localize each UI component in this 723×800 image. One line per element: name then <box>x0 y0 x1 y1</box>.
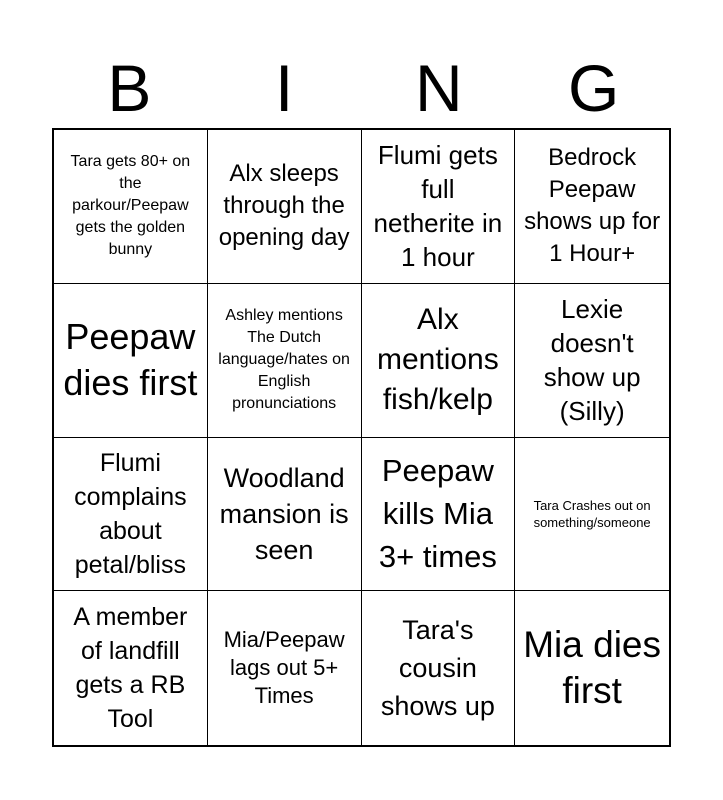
cell-text: A member of landfill gets a RB Tool <box>73 603 188 734</box>
bingo-cell-r2c3[interactable] <box>362 284 516 438</box>
cell-text: Alx mentions fish/kelp <box>377 303 499 417</box>
cell-text: Tara gets 80+ on the parkour/Peepaw gets the golden bunny <box>70 153 191 259</box>
header-letter-g: G <box>567 51 620 125</box>
header-letter-i: I <box>274 51 294 125</box>
bingo-cell-r2c2[interactable] <box>208 284 362 438</box>
bingo-board <box>52 128 671 747</box>
bingo-cell-r3c1[interactable] <box>54 438 208 592</box>
cell-text: Flumi gets full netherite in 1 hour <box>373 140 503 273</box>
cell-text: Woodland mansion is seen <box>219 462 349 565</box>
cell-text: Mia dies first <box>523 624 662 712</box>
cell-text: Tara's cousin shows up <box>380 615 495 722</box>
bingo-cell-r4c1[interactable] <box>54 591 208 745</box>
cell-text: Peepaw kills Mia 3+ times <box>378 453 497 575</box>
cell-text: Flumi complains about petal/bliss <box>74 448 187 579</box>
header-letter-b: B <box>107 51 152 125</box>
cell-text: Peepaw dies first <box>63 316 198 404</box>
cell-text: Mia/Peepaw lags out 5+ Times <box>223 627 345 709</box>
cell-text: Tara Crashes out on something/someone <box>533 497 651 530</box>
bingo-cell-r3c4[interactable] <box>515 438 669 592</box>
cell-text: Ashley mentions The Dutch language/hates on English pronunciations <box>218 307 350 413</box>
cell-text: Alx sleeps through the opening day <box>218 160 350 252</box>
header-letter-n: N <box>415 51 463 125</box>
bingo-cell-r1c3[interactable] <box>362 130 516 284</box>
bingo-cell-r3c2[interactable] <box>208 438 362 592</box>
bingo-cell-r4c3[interactable] <box>362 591 516 745</box>
bingo-cell-r1c4[interactable] <box>515 130 669 284</box>
bingo-cell-r4c4[interactable] <box>515 591 669 745</box>
bingo-cell-r1c1[interactable] <box>54 130 208 284</box>
bingo-cell-r2c1[interactable] <box>54 284 208 438</box>
cell-text: Bedrock Peepaw shows up for 1 Hour+ <box>524 144 661 268</box>
bingo-cell-r1c2[interactable] <box>208 130 362 284</box>
cell-text: Lexie doesn't show up (Silly) <box>543 294 641 427</box>
bingo-cell-r4c2[interactable] <box>208 591 362 745</box>
bingo-cell-r3c3[interactable] <box>362 438 516 592</box>
bingo-header <box>52 48 671 128</box>
bingo-cell-r2c4[interactable] <box>515 284 669 438</box>
